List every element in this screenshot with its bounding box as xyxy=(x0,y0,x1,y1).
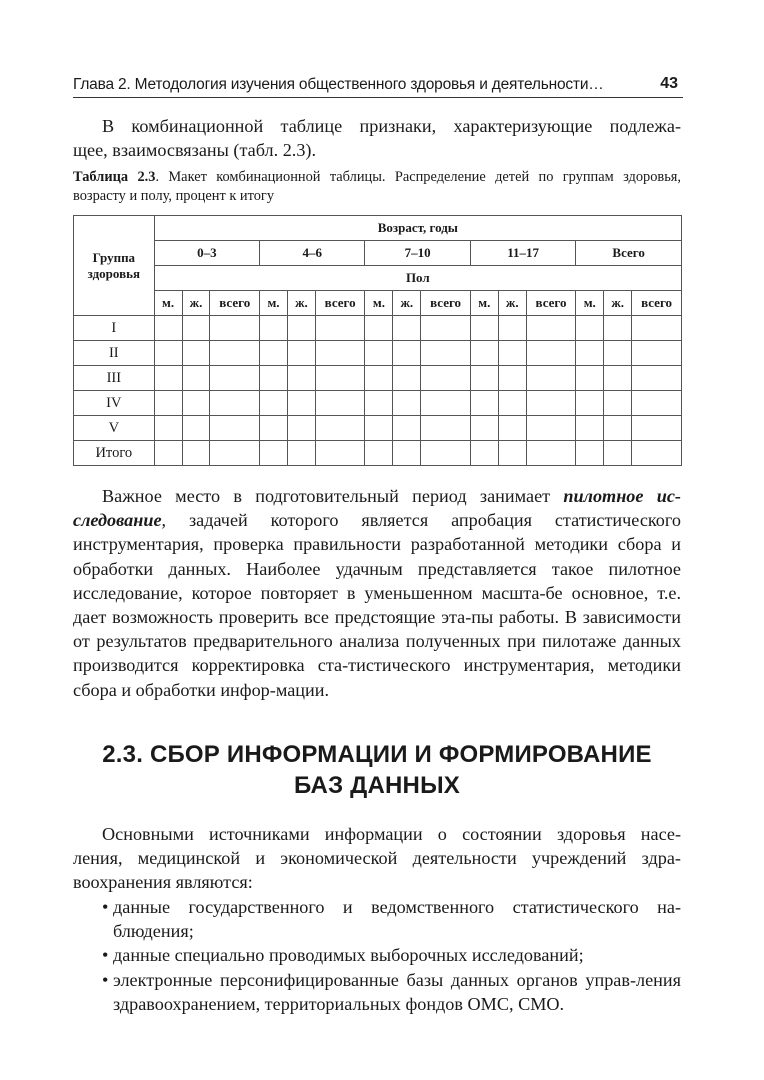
table-cell xyxy=(604,316,632,341)
table-cell xyxy=(470,366,498,391)
table-cell xyxy=(154,366,182,391)
table-cell xyxy=(393,416,421,441)
sex-col-label: м. xyxy=(267,295,280,310)
age-group-cell xyxy=(154,241,259,266)
age-header-cell xyxy=(154,216,681,241)
table-row xyxy=(74,391,682,416)
sex-col-label: всего xyxy=(430,295,462,310)
table-cell xyxy=(632,341,682,366)
table-cell xyxy=(287,366,315,391)
table-cell xyxy=(393,441,421,466)
table-cell xyxy=(604,416,632,441)
table-cell xyxy=(287,391,315,416)
table-cell xyxy=(604,341,632,366)
table-cell xyxy=(526,366,576,391)
table-caption-text: . Макет комбинационной таблицы. Распределение детей по группам здоровья, возрасту и полу, процент к итогу xyxy=(73,169,681,204)
table-cell xyxy=(365,391,393,416)
table-caption-label: Таблица 2.3 xyxy=(73,169,156,185)
table-cell xyxy=(365,441,393,466)
table-cell xyxy=(154,416,182,441)
table-cell xyxy=(210,416,260,441)
table-cell xyxy=(260,366,288,391)
table-cell xyxy=(470,391,498,416)
table-cell xyxy=(210,441,260,466)
table-cell xyxy=(498,416,526,441)
sex-col-label: м. xyxy=(372,295,385,310)
sex-col-label: м. xyxy=(478,295,491,310)
sex-col-header xyxy=(498,291,526,316)
table-cell xyxy=(154,341,182,366)
sex-header-cell xyxy=(154,266,681,291)
sex-col-label: ж. xyxy=(189,295,203,310)
section-heading xyxy=(73,739,681,801)
sex-col-header xyxy=(421,291,471,316)
table-cell xyxy=(526,441,576,466)
table-cell xyxy=(632,366,682,391)
age-group-label: 0–3 xyxy=(197,245,217,260)
table-cell xyxy=(315,341,365,366)
table-cell xyxy=(365,316,393,341)
sex-col-header xyxy=(154,291,182,316)
age-header: Возраст, годы xyxy=(377,220,458,235)
list-item-text: данные государственного и ведомственного статистического на-блюдения; xyxy=(113,897,681,942)
group-header-cell xyxy=(74,216,155,316)
table-cell xyxy=(287,341,315,366)
table-cell xyxy=(421,441,471,466)
table-row xyxy=(74,316,682,341)
table-cell xyxy=(393,316,421,341)
table-cell xyxy=(576,441,604,466)
intro-paragraph xyxy=(73,114,681,162)
group-header: Группа здоровья xyxy=(87,249,141,281)
table-cell xyxy=(604,391,632,416)
table-cell xyxy=(576,366,604,391)
intro-line-2: щее, взаимосвязаны (табл. 2.3). xyxy=(73,140,317,161)
sex-col-label: ж. xyxy=(505,295,519,310)
table-cell xyxy=(421,416,471,441)
sex-col-header xyxy=(287,291,315,316)
chapter-title: Глава 2. Методология изучения общественного здоровья и деятельности… xyxy=(73,76,604,93)
table-cell xyxy=(576,316,604,341)
table-cell xyxy=(315,316,365,341)
table-cell xyxy=(260,391,288,416)
row-label: II xyxy=(74,341,155,366)
age-group-cell xyxy=(576,241,682,266)
sex-col-header xyxy=(365,291,393,316)
table-cell xyxy=(154,391,182,416)
table-cell xyxy=(470,416,498,441)
sources-line-1: Основными источниками информации о состоянии здоровья насе- xyxy=(102,824,681,844)
pilot-text-after: , задачей которого является апробация статистического инструментария, проверка правильности разработанной методики сбора и обработки данных. Наиболее удачным представляется такое пилотное исследование, которое повторяет в уменьшенном масшта-бе основное, т.е. дает возможность проверить все предстоящие эта-пы работы. В зависимости от результатов предварительного анализа полученных при пилотаже данных производится корректировка ста-тистического инструментария, методики сбора и обработки инфор-мации. xyxy=(73,510,681,700)
sex-col-header xyxy=(260,291,288,316)
sex-col-header xyxy=(182,291,210,316)
running-header xyxy=(73,70,683,100)
row-label: I xyxy=(74,316,155,341)
table-cell xyxy=(210,316,260,341)
table-row xyxy=(74,341,682,366)
table-cell xyxy=(287,316,315,341)
table-cell xyxy=(182,441,210,466)
table-cell xyxy=(604,366,632,391)
sex-col-label: ж. xyxy=(400,295,414,310)
table-cell xyxy=(632,441,682,466)
sex-col-label: всего xyxy=(324,295,356,310)
table-cell xyxy=(526,316,576,341)
table-cell xyxy=(498,366,526,391)
pilot-paragraph xyxy=(73,484,681,702)
age-group-label: Всего xyxy=(612,245,645,260)
sex-col-label: всего xyxy=(641,295,673,310)
table-cell xyxy=(393,366,421,391)
table-cell xyxy=(393,341,421,366)
table-cell xyxy=(421,341,471,366)
row-label: III xyxy=(74,366,155,391)
section-heading-line-1: 2.3. СБОР ИНФОРМАЦИИ И ФОРМИРОВАНИЕ xyxy=(102,741,652,768)
sex-col-header xyxy=(526,291,576,316)
sex-col-header xyxy=(393,291,421,316)
table-cell xyxy=(182,341,210,366)
sex-col-header xyxy=(470,291,498,316)
table-cell xyxy=(315,366,365,391)
table-cell xyxy=(498,341,526,366)
table-row xyxy=(74,366,682,391)
bullet-icon: • xyxy=(102,897,109,917)
table-cell xyxy=(576,391,604,416)
list-item-text: электронные персонифицированные базы данных органов управ-ления здравоохранением, территориальных фондов ОМС, СМО. xyxy=(113,969,681,1014)
table-cell xyxy=(260,416,288,441)
table-cell xyxy=(260,441,288,466)
row-label: IV xyxy=(74,391,155,416)
table-cell xyxy=(260,341,288,366)
sex-col-header xyxy=(576,291,604,316)
list-item xyxy=(73,968,681,1016)
list-item xyxy=(73,895,681,943)
sex-col-label: ж. xyxy=(611,295,625,310)
pilot-text-before: Важное место в подготовительный период занимает xyxy=(102,486,564,506)
table-cell xyxy=(365,366,393,391)
sex-col-header xyxy=(604,291,632,316)
table-cell xyxy=(260,316,288,341)
table-cell xyxy=(421,391,471,416)
table-cell xyxy=(576,341,604,366)
table-cell xyxy=(526,341,576,366)
table-cell xyxy=(365,341,393,366)
row-label: Итого xyxy=(74,441,155,466)
sex-col-label: м. xyxy=(162,295,175,310)
table-cell xyxy=(604,441,632,466)
table-cell xyxy=(576,416,604,441)
table-caption xyxy=(73,168,681,205)
page-number: 43 xyxy=(660,75,678,92)
table-cell xyxy=(287,416,315,441)
pilot-emphasis: пилотное ис-следование xyxy=(73,486,681,531)
sources-rest: ления, медицинской и экономической деятельности учреждений здра-воохранения являются: xyxy=(73,848,681,893)
sex-col-header xyxy=(632,291,682,316)
header-rule xyxy=(73,97,683,98)
intro-line-1: В комбинационной таблице признаки, характеризующие подлежа- xyxy=(102,116,681,136)
age-group-cell xyxy=(365,241,470,266)
sex-header: Пол xyxy=(405,270,430,285)
table-cell xyxy=(632,416,682,441)
list-item xyxy=(73,943,681,967)
table-cell xyxy=(526,391,576,416)
table-cell xyxy=(470,441,498,466)
table-cell xyxy=(632,316,682,341)
age-group-label: 7–10 xyxy=(404,245,431,260)
age-group-label: 11–17 xyxy=(507,245,539,260)
sources-paragraph xyxy=(73,822,681,895)
table-cell xyxy=(470,316,498,341)
sex-col-header xyxy=(210,291,260,316)
age-group-cell xyxy=(470,241,575,266)
table-cell xyxy=(210,341,260,366)
table-cell xyxy=(393,391,421,416)
sex-col-label: всего xyxy=(535,295,567,310)
table-cell xyxy=(182,391,210,416)
table-cell xyxy=(210,391,260,416)
table-cell xyxy=(154,441,182,466)
sex-col-label: ж. xyxy=(295,295,308,310)
section-heading-line-2: БАЗ ДАННЫХ xyxy=(294,772,460,799)
row-label: V xyxy=(74,416,155,441)
table-cell xyxy=(526,416,576,441)
sources-list xyxy=(73,895,681,1016)
table-cell xyxy=(315,391,365,416)
table-cell xyxy=(182,316,210,341)
table-cell xyxy=(154,316,182,341)
sex-col-label: м. xyxy=(583,295,596,310)
age-group-cell xyxy=(260,241,365,266)
table-cell xyxy=(632,391,682,416)
table-cell xyxy=(421,366,471,391)
table-cell xyxy=(498,391,526,416)
bullet-icon: • xyxy=(102,969,109,990)
age-group-label: 4–6 xyxy=(302,245,322,260)
sex-col-header xyxy=(315,291,365,316)
sex-col-label: всего xyxy=(219,295,251,310)
table-cell xyxy=(287,441,315,466)
table-cell xyxy=(315,416,365,441)
bullet-icon: • xyxy=(102,945,109,966)
table-row xyxy=(74,416,682,441)
table-cell xyxy=(210,366,260,391)
table-cell xyxy=(315,441,365,466)
table-cell xyxy=(498,441,526,466)
table-cell xyxy=(470,341,498,366)
table-row xyxy=(74,441,682,466)
table-cell xyxy=(182,416,210,441)
table-cell xyxy=(421,316,471,341)
combination-table xyxy=(73,215,682,466)
list-item-text: данные специально проводимых выборочных исследований; xyxy=(113,945,584,966)
table-cell xyxy=(365,416,393,441)
table-cell xyxy=(498,316,526,341)
table-cell xyxy=(182,366,210,391)
